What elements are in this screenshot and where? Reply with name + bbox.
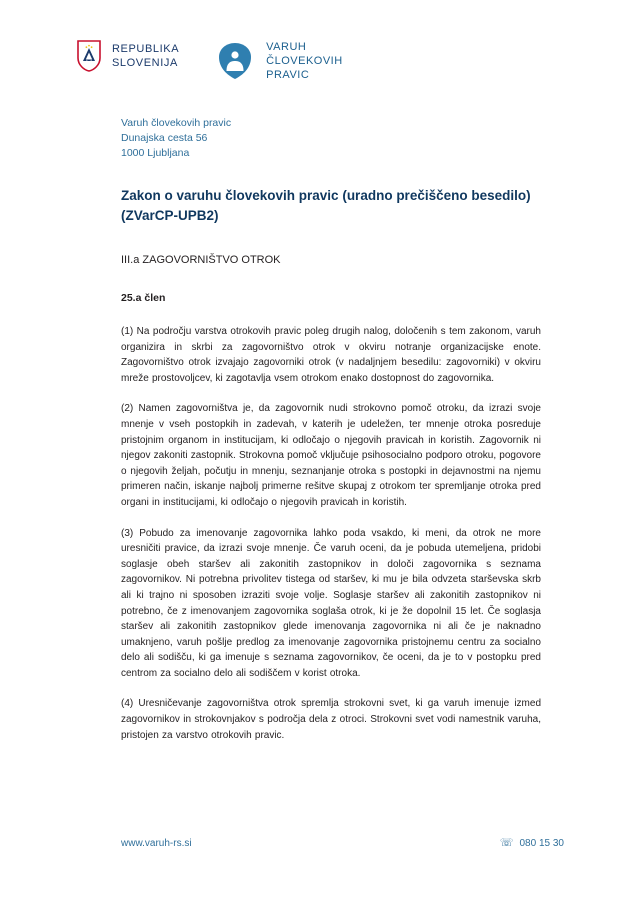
phone-number [500, 838, 564, 849]
page-header [76, 40, 343, 82]
varuh-logo [215, 40, 343, 82]
address-line-1: Varuh človekovih pravic [121, 117, 232, 129]
republika-slovenija-label [112, 42, 179, 70]
document-body [121, 186, 541, 758]
varuh-line3: PRAVIC [266, 69, 310, 81]
telephone-icon: ☏ [499, 837, 514, 849]
phone-number-label: 080 15 30 [519, 838, 564, 849]
address-line-3: 1000 Ljubljana [121, 147, 190, 159]
republika-line2: SLOVENIJA [112, 57, 178, 69]
paragraph-4: (4) Uresničevanje zagovorništva otrok spremlja strokovni svet, ki ga varuh imenuje izmed zagovornikov in strokovnjakov s področja dela z otroci. Strokovni svet vodi namestnik varuha, pristojen za varstvo otrokovih pravic. [121, 698, 541, 741]
varuh-shield-icon [215, 41, 255, 81]
page-footer [121, 838, 564, 849]
document-title: Zakon o varuhu človekovih pravic (uradno prečiščeno besedilo) (ZVarCP-UPB2) [121, 188, 531, 223]
sender-address [121, 116, 231, 161]
varuh-line2: ČLOVEKOVIH [266, 55, 343, 67]
article-heading: 25.a člen [121, 292, 166, 304]
republika-line1: REPUBLIKA [112, 43, 180, 55]
address-line-2: Dunajska cesta 56 [121, 132, 208, 144]
varuh-label [266, 40, 343, 82]
paragraph-1: (1) Na področju varstva otrokovih pravic poleg drugih nalog, določenih s tem zakonom, varuh organizira in skrbi za zagovorništvo otrok v okviru notranje organizacijske enote. Zagovorništvo otrok izvajajo zagovorniki otrok (v nadaljnjem besedilu: zagovorniki) v okviru mreže prostovoljcev, ki zagotavlja vsem otrokom enako dostopnost do zagovornika. [121, 326, 541, 384]
paragraph-2: (2) Namen zagovorništva je, da zagovornik nudi strokovno pomoč otroku, da izrazi svoje mnenje v vseh postopkih in zadevah, v katerih je udeležen, ter mnenje otroka posreduje pristojnim organom in institucijam, ki odločajo o njegovih pravicah in koristih. Zagovornik ni njegov zakoniti zastopnik. Strokovna pomoč vključuje psihosocialno podporo otroku, pogovore o njegovih željah, počutju in mnenju, seznanjanje otroka s postopki in dejavnostmi na njemu primeren način, iskanje najbolj primerne rešitve skupaj z otrokom ter spremljanje otroka pred organi in institucijami, ki odločajo o njegovih pravicah in koristih. [121, 403, 541, 508]
republika-slovenija-logo [76, 40, 179, 72]
slovenia-coat-of-arms-icon [76, 40, 102, 72]
varuh-line1: VARUH [266, 41, 307, 53]
website-link[interactable]: www.varuh-rs.si [121, 838, 192, 849]
chapter-heading: III.a ZAGOVORNIŠTVO OTROK [121, 254, 281, 266]
paragraph-3: (3) Pobudo za imenovanje zagovornika lahko poda vsakdo, ki meni, da otrok ne more uresničiti pravice, da izrazi svoje mnenje. Če varuh oceni, da je pobuda utemeljena, pridobi soglasje obeh staršev ali zakonitih zastopnikov in določi zagovornika s seznama zagovornikov. Ni potrebna privolitev tistega od staršev, ki mu je bila odvzeta starševska skrb ali ki trajno ni sposoben izraziti svoje volje. Soglasje staršev ali zakonitih zastopnikov ni potrebno, če z imenovanjem zagovornika soglaša otrok, ki je že dopolnil 15 let. Če soglasja staršev ali zakonitih zastopnikov glede imenovanja zagovornika ni ali če je naknadno umaknjeno, varuh pošlje predlog za imenovanje zagovornika pristojnemu centru za socialno delo ali sodišču, ki ga imenuje s seznama zagovornikov, če oceni, da je to v postopku pred centrom za socialno delo ali sodiščem v korist otroka. [121, 527, 541, 679]
